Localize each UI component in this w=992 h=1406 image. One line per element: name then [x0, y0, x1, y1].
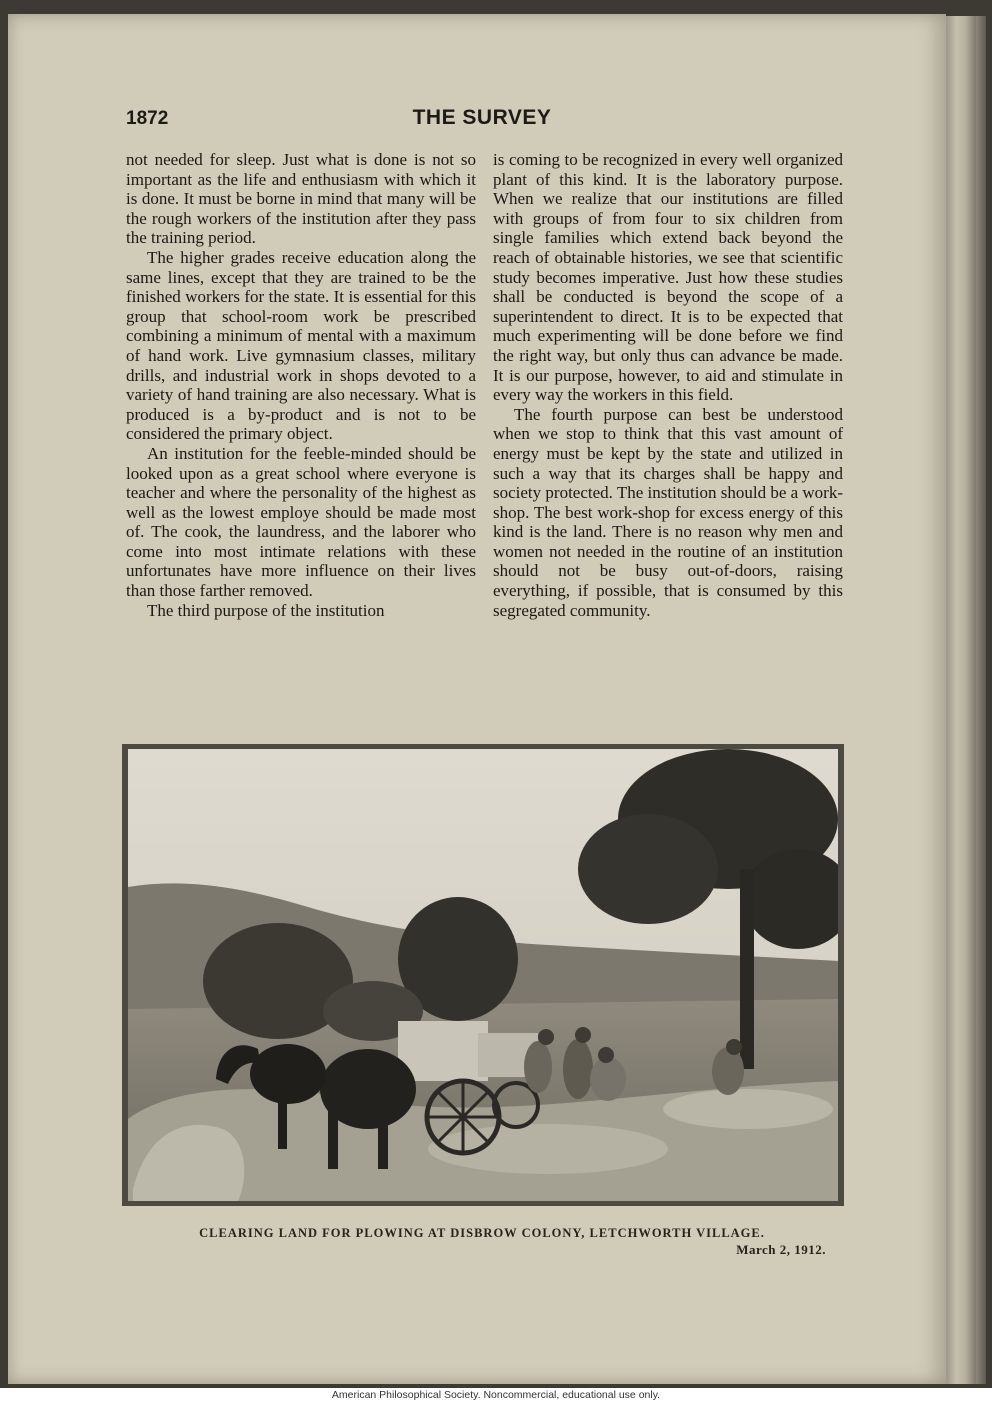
issue-date: March 2, 1912.: [736, 1242, 826, 1257]
running-title: THE SURVEY: [412, 106, 552, 129]
right-paragraph-1: is coming to be recognized in every well organized plant of this kind. It is the laboratory purpose. When we realize that our institutions are filled with groups of from four to six children from single families which extend back beyond the reach of obtainable histories, we see that scientific study becomes imperative. Just how these studies shall be conducted is beyond the scope of a superintendent to direct. It is to be expected that much experimenting will be done before we find the right way, but only thus can advance be made. It is our purpose, however, to aid and stimulate in every way the workers in this field.: [493, 150, 843, 405]
page-header: [124, 106, 840, 136]
footer-credit: American Philosophical Society. Noncommercial, educational use only.: [331, 1389, 661, 1401]
photo-caption: CLEARING LAND FOR PLOWING AT DISBROW COLONY, LETCHWORTH VILLAGE.: [199, 1226, 765, 1240]
photograph: [122, 744, 844, 1206]
photo-illustration: [128, 749, 838, 1201]
right-column: [493, 150, 843, 620]
left-paragraph-2: The higher grades receive education along the same lines, except that they are trained to be the finished workers for the state. It is essential for this group that school-room work be prescribed combining a minimum of mental with a maximum of hand work. Live gymnasium classes, military drills, and industrial work in shops devoted to a variety of hand training are also necessary. What is produced is a by-product and is not to be considered the primary object.: [126, 247, 476, 444]
left-paragraph-4: The third purpose of the institution: [147, 600, 385, 620]
right-paragraph-2: The fourth purpose can best be understood when we stop to think that this vast amount of energy must be kept by the state and utilized in such a way that its charges shall be happy and society protected. The institution should be a work-shop. The best work-shop for excess energy of this kind is the land. There is no reason why men and women not needed in the routine of an institution should not be busy out-of-doors, raising everything, if possible, that is consumed by this segregated community.: [493, 404, 844, 620]
page-number: 1872: [126, 108, 169, 129]
left-column: [126, 150, 476, 620]
left-paragraph-1: not needed for sleep. Just what is done is not so important as the life and enthusiasm with which it is done. It must be borne in mind that many will be the rough workers of the institution after they pass the training period.: [126, 150, 476, 248]
binding-edge: [946, 16, 976, 1384]
left-paragraph-3: An institution for the feeble-minded should be looked upon as a great school where everyone is teacher and where the personality of the highest as well as the lowest employe should be made most of. The cook, the laundress, and the laborer who come into most intimate relations with these unfortunates have more influence on their lives than those farther removed.: [126, 443, 476, 601]
binding-shadow: [976, 16, 986, 1384]
